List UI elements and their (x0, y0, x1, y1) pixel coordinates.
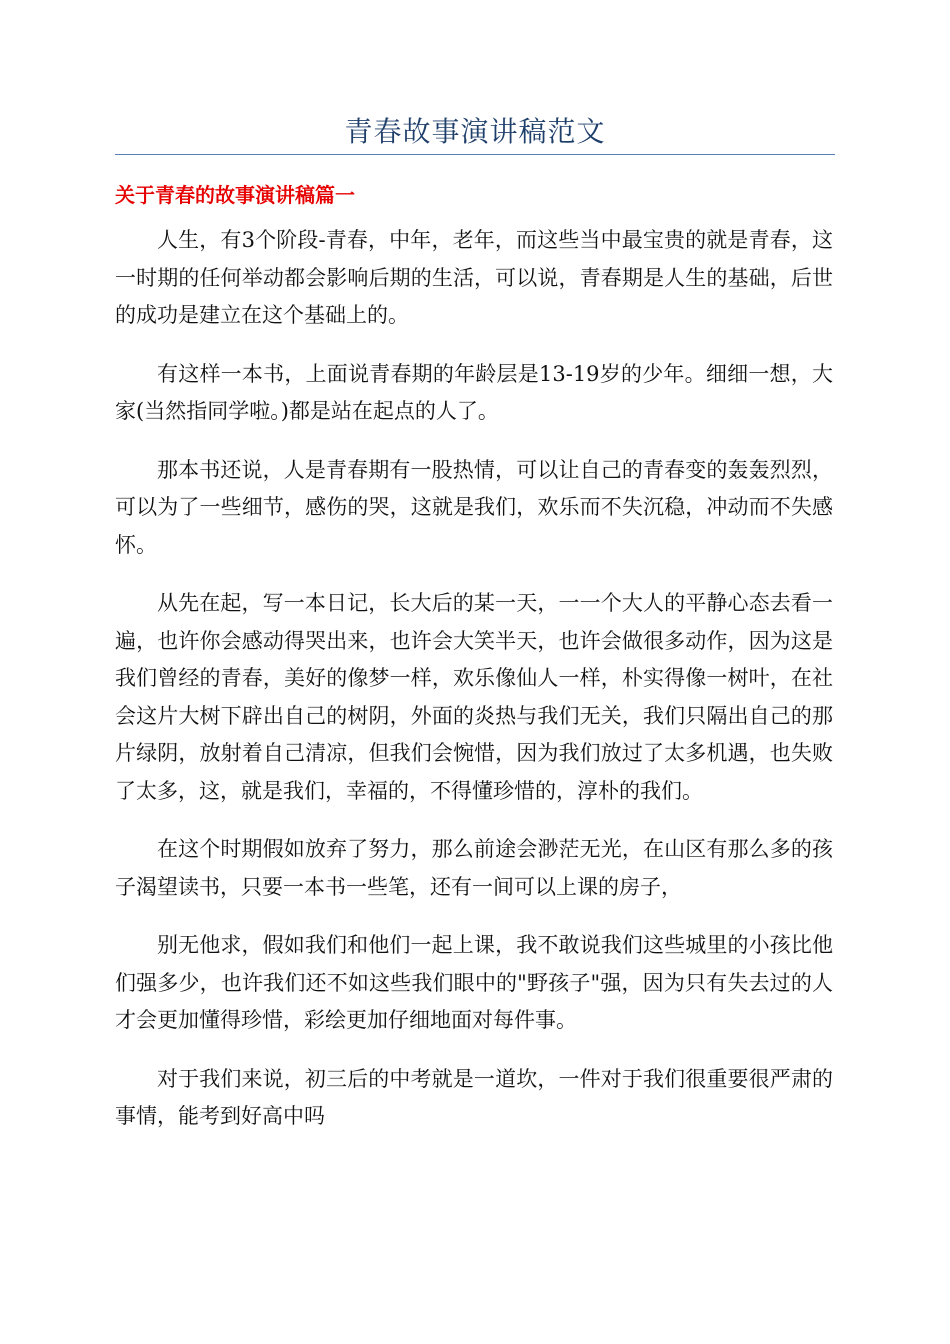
paragraph: 从先在起，写一本日记，长大后的某一天，一一个大人的平静心态去看一遍，也许你会感动得哭出来，也许会大笑半天，也许会做很多动作，因为这是我们曾经的青春，美好的像梦一样，欢乐像仙人一样，朴实得像一树叶，在社会这片大树下辟出自己的树阴，外面的炎热与我们无关，我们只隔出自己的那片绿阴，放射着自己清凉，但我们会惋惜，因为我们放过了太多机遇，也失败了太多，这，就是我们，幸福的，不得懂珍惜的，淳朴的我们。 (115, 591, 833, 803)
section-heading: 关于青春的故事演讲稿篇一 (115, 183, 355, 207)
title-underline (115, 154, 835, 155)
paragraph: 别无他求，假如我们和他们一起上课，我不敢说我们这些城里的小孩比他们强多少，也许我们还不如这些我们眼中的"野孩子"强，因为只有失去过的人才会更加懂得珍惜，彩绘更加仔细地面对每件事。 (115, 933, 833, 1032)
paragraph: 在这个时期假如放弃了努力，那么前途会渺茫无光，在山区有那么多的孩子渴望读书，只要一本书一些笔，还有一间可以上课的房子， (115, 837, 833, 899)
paragraph: 有这样一本书，上面说青春期的年龄层是13-19岁的少年。细细一想，大家(当然指同学啦。)都是站在起点的人了。 (115, 361, 833, 423)
paragraph: 对于我们来说，初三后的中考就是一道坎，一件对于我们很重要很严肃的事情，能考到好高中吗 (115, 1066, 833, 1128)
paragraph: 那本书还说，人是青春期有一股热情，可以让自己的青春变的轰轰烈烈，可以为了一些细节，感伤的哭，这就是我们，欢乐而不失沉稳，冲动而不失感怀。 (115, 457, 833, 557)
document-title: 青春故事演讲稿范文 (344, 115, 606, 148)
document-body (115, 222, 833, 1157)
paragraph: 人生，有3个阶段-青春，中年，老年，而这些当中最宝贵的就是青春，这一时期的任何举动都会影响后期的生活，可以说，青春期是人生的基础，后世的成功是建立在这个基础上的。 (115, 228, 833, 327)
